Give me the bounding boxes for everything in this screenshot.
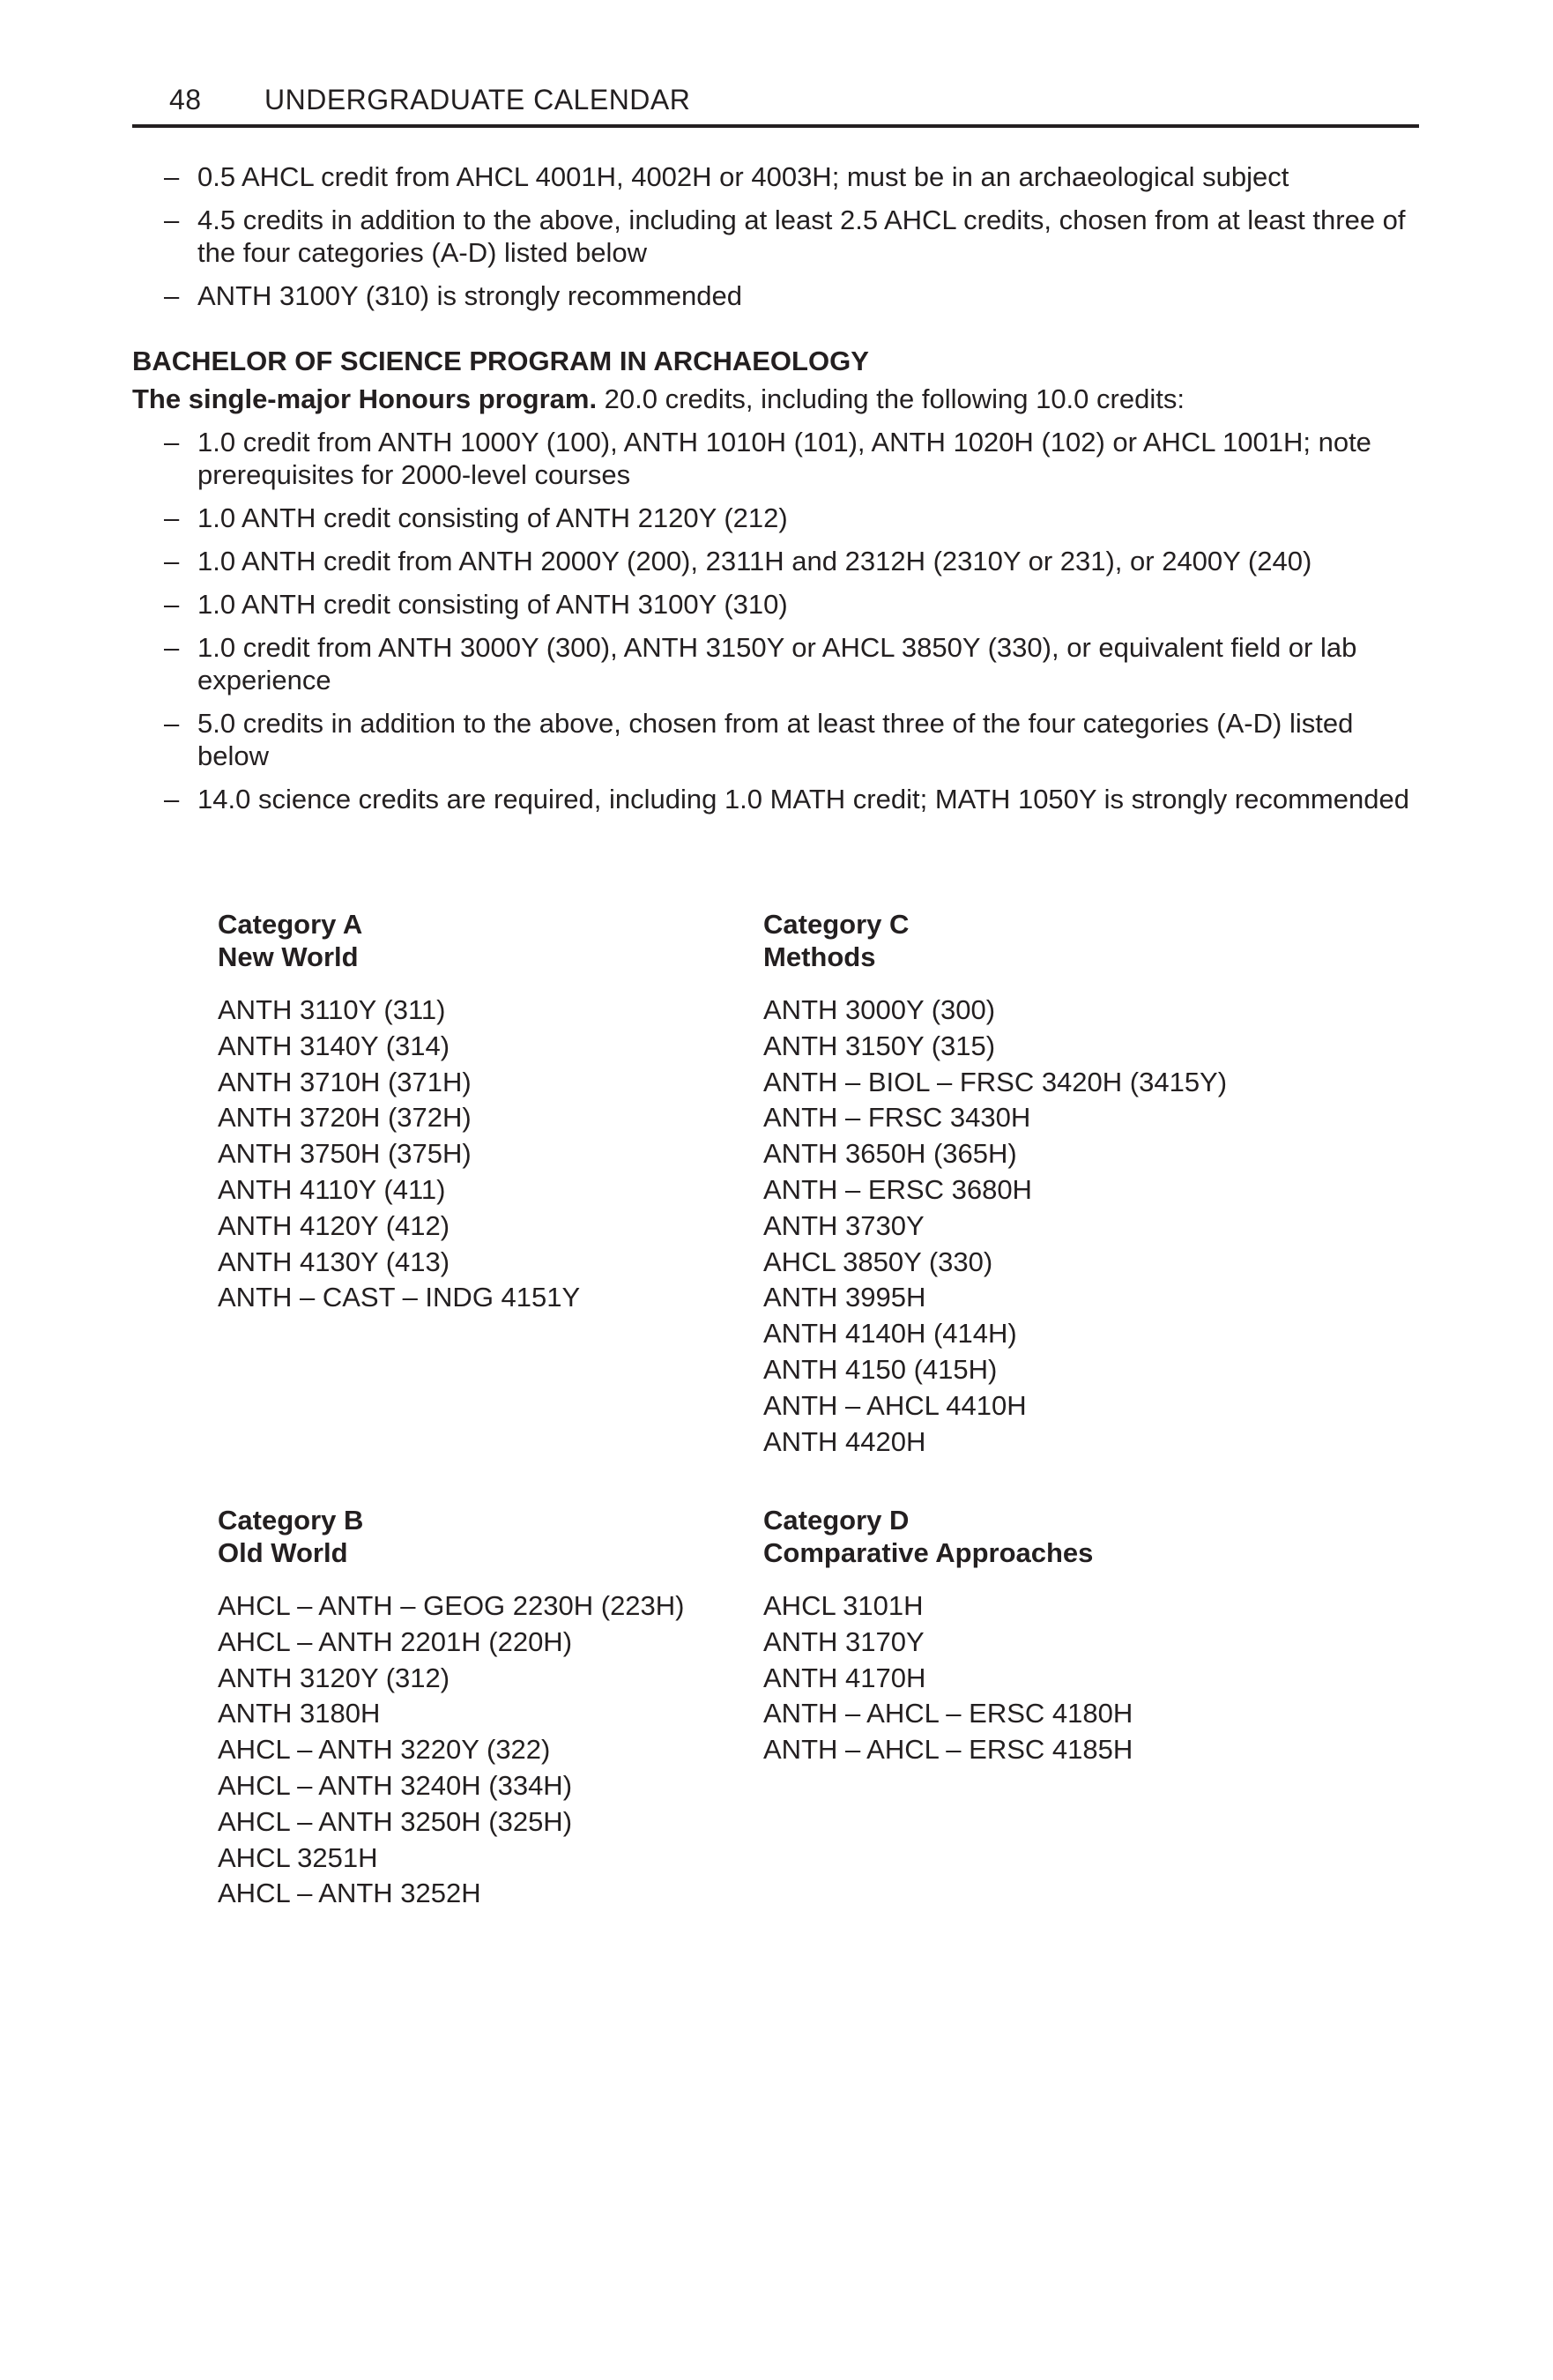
course-item: ANTH – BIOL – FRSC 3420H (3415Y) — [763, 1066, 1228, 1097]
list-item — [132, 707, 1419, 772]
list-item-text: ANTH 3100Y (310) is strongly recommended — [197, 280, 742, 311]
dash-bullet: – — [164, 589, 180, 620]
course-list — [763, 993, 1292, 1460]
course-list — [218, 993, 747, 1316]
list-item — [132, 545, 1419, 577]
top-requirements — [132, 160, 1419, 323]
list-item — [132, 502, 1419, 534]
list-item-text: 1.0 ANTH credit from ANTH 2000Y (200), 2311H and 2312H (2310Y or 231), or 2400Y (240) — [197, 546, 1312, 576]
category-c — [763, 908, 1292, 1460]
section-heading: BACHELOR OF SCIENCE PROGRAM IN ARCHAEOLOGY — [132, 346, 869, 376]
course-item: ANTH 3170Y — [763, 1625, 925, 1657]
list-item — [132, 204, 1419, 269]
dash-bullet: – — [164, 502, 180, 533]
course-item: ANTH 4150 (415H) — [763, 1353, 998, 1385]
course-item: ANTH – ERSC 3680H — [763, 1173, 1032, 1205]
dash-bullet: – — [164, 427, 180, 457]
course-item: AHCL 3850Y (330) — [763, 1246, 993, 1277]
category-subtitle: New World — [218, 941, 359, 972]
bsc-requirements-list — [132, 426, 1419, 815]
list-item-text: 5.0 credits in addition to the above, chosen from at least three of the four categories (A-D) listed below — [197, 708, 1354, 771]
list-item — [132, 631, 1419, 696]
bsc-program-section — [132, 345, 1419, 826]
course-item: AHCL – ANTH 3250H (325H) — [218, 1805, 573, 1837]
category-title: Category C — [763, 909, 910, 940]
dash-bullet: – — [164, 632, 180, 663]
category-title: Category A — [218, 909, 363, 940]
list-item — [132, 426, 1419, 491]
list-item-text: 14.0 science credits are required, including 1.0 MATH credit; MATH 1050Y is strongly recommended — [197, 784, 1409, 814]
page-header — [132, 84, 1419, 128]
course-item: ANTH – AHCL – ERSC 4185H — [763, 1734, 1133, 1766]
course-item: ANTH 3000Y (300) — [763, 994, 996, 1025]
course-item: ANTH – AHCL – ERSC 4180H — [763, 1698, 1133, 1729]
program-description — [132, 383, 1419, 415]
course-item: ANTH 3180H — [218, 1698, 381, 1729]
course-item: AHCL – ANTH 2201H (220H) — [218, 1625, 573, 1657]
list-item — [132, 783, 1419, 815]
running-title: UNDERGRADUATE CALENDAR — [264, 84, 691, 115]
course-item: AHCL – ANTH 3252H — [218, 1878, 481, 1909]
course-item: AHCL – ANTH 3240H (334H) — [218, 1769, 573, 1801]
dash-bullet: – — [164, 708, 180, 739]
dash-bullet: – — [164, 546, 180, 576]
category-subtitle: Comparative Approaches — [763, 1537, 1094, 1568]
course-list — [218, 1588, 747, 1912]
category-b — [218, 1504, 747, 1912]
course-item: ANTH 3710H (371H) — [218, 1066, 472, 1097]
category-title: Category B — [218, 1505, 364, 1536]
list-item-text: 0.5 AHCL credit from AHCL 4001H, 4002H or 4003H; must be in an archaeological subject — [197, 161, 1289, 192]
program-text: 20.0 credits, including the following 10.0 credits: — [597, 383, 1185, 414]
list-item-text: 1.0 credit from ANTH 3000Y (300), ANTH 3150Y or AHCL 3850Y (330), or equivalent field or lab experience — [197, 632, 1357, 695]
category-title: Category D — [763, 1505, 910, 1536]
dash-bullet: – — [164, 161, 180, 192]
list-item — [132, 160, 1419, 193]
list-item-text: 1.0 credit from ANTH 1000Y (100), ANTH 1010H (101), ANTH 1020H (102) or AHCL 1001H; note prerequisites for 2000-level courses — [197, 427, 1371, 490]
course-item: ANTH 3995H — [763, 1282, 926, 1313]
course-item: ANTH 3750H (375H) — [218, 1138, 472, 1170]
list-item — [132, 588, 1419, 621]
course-item: ANTH 3720H (372H) — [218, 1102, 472, 1134]
course-item: ANTH 3730Y — [763, 1209, 925, 1241]
course-item: ANTH 3650H (365H) — [763, 1138, 1017, 1170]
page-number: 48 — [169, 84, 202, 115]
course-item: AHCL – ANTH 3220Y (322) — [218, 1734, 551, 1766]
course-item: ANTH 4140H (414H) — [763, 1318, 1017, 1350]
course-item: ANTH – CAST – INDG 4151Y — [218, 1282, 581, 1313]
list-item-text: 1.0 ANTH credit consisting of ANTH 3100Y (310) — [197, 589, 788, 620]
course-item: ANTH – AHCL 4410H — [763, 1389, 1027, 1421]
page-number-rule — [132, 124, 251, 128]
list-item-text: 1.0 ANTH credit consisting of ANTH 2120Y (212) — [197, 502, 788, 533]
course-item: ANTH 3120Y (312) — [218, 1662, 450, 1693]
course-item: AHCL – ANTH – GEOG 2230H (223H) — [218, 1590, 685, 1621]
list-item — [132, 279, 1419, 312]
category-d — [763, 1504, 1292, 1768]
course-item: ANTH 4170H — [763, 1662, 926, 1693]
list-item-text: 4.5 credits in addition to the above, including at least 2.5 AHCL credits, chosen from at least three of the four categories (A-D) listed below — [197, 205, 1406, 268]
category-a — [218, 908, 747, 1316]
top-requirements-list — [132, 160, 1419, 312]
dash-bullet: – — [164, 784, 180, 814]
course-item: ANTH 3150Y (315) — [763, 1030, 996, 1061]
course-item: ANTH 4110Y (411) — [218, 1173, 446, 1205]
course-item: ANTH 4120Y (412) — [218, 1209, 450, 1241]
course-item: AHCL 3251H — [218, 1841, 378, 1873]
category-subtitle: Old World — [218, 1537, 348, 1568]
course-item: ANTH 3110Y (311) — [218, 994, 446, 1025]
dash-bullet: – — [164, 280, 180, 311]
course-list — [763, 1588, 1292, 1768]
course-item: ANTH 4130Y (413) — [218, 1246, 450, 1277]
category-subtitle: Methods — [763, 941, 876, 972]
course-item: ANTH – FRSC 3430H — [763, 1102, 1031, 1134]
dash-bullet: – — [164, 205, 180, 235]
program-label: The single-major Honours program. — [132, 383, 598, 414]
course-item: ANTH 3140Y (314) — [218, 1030, 450, 1061]
course-item: AHCL 3101H — [763, 1590, 924, 1621]
course-item: ANTH 4420H — [763, 1425, 926, 1457]
